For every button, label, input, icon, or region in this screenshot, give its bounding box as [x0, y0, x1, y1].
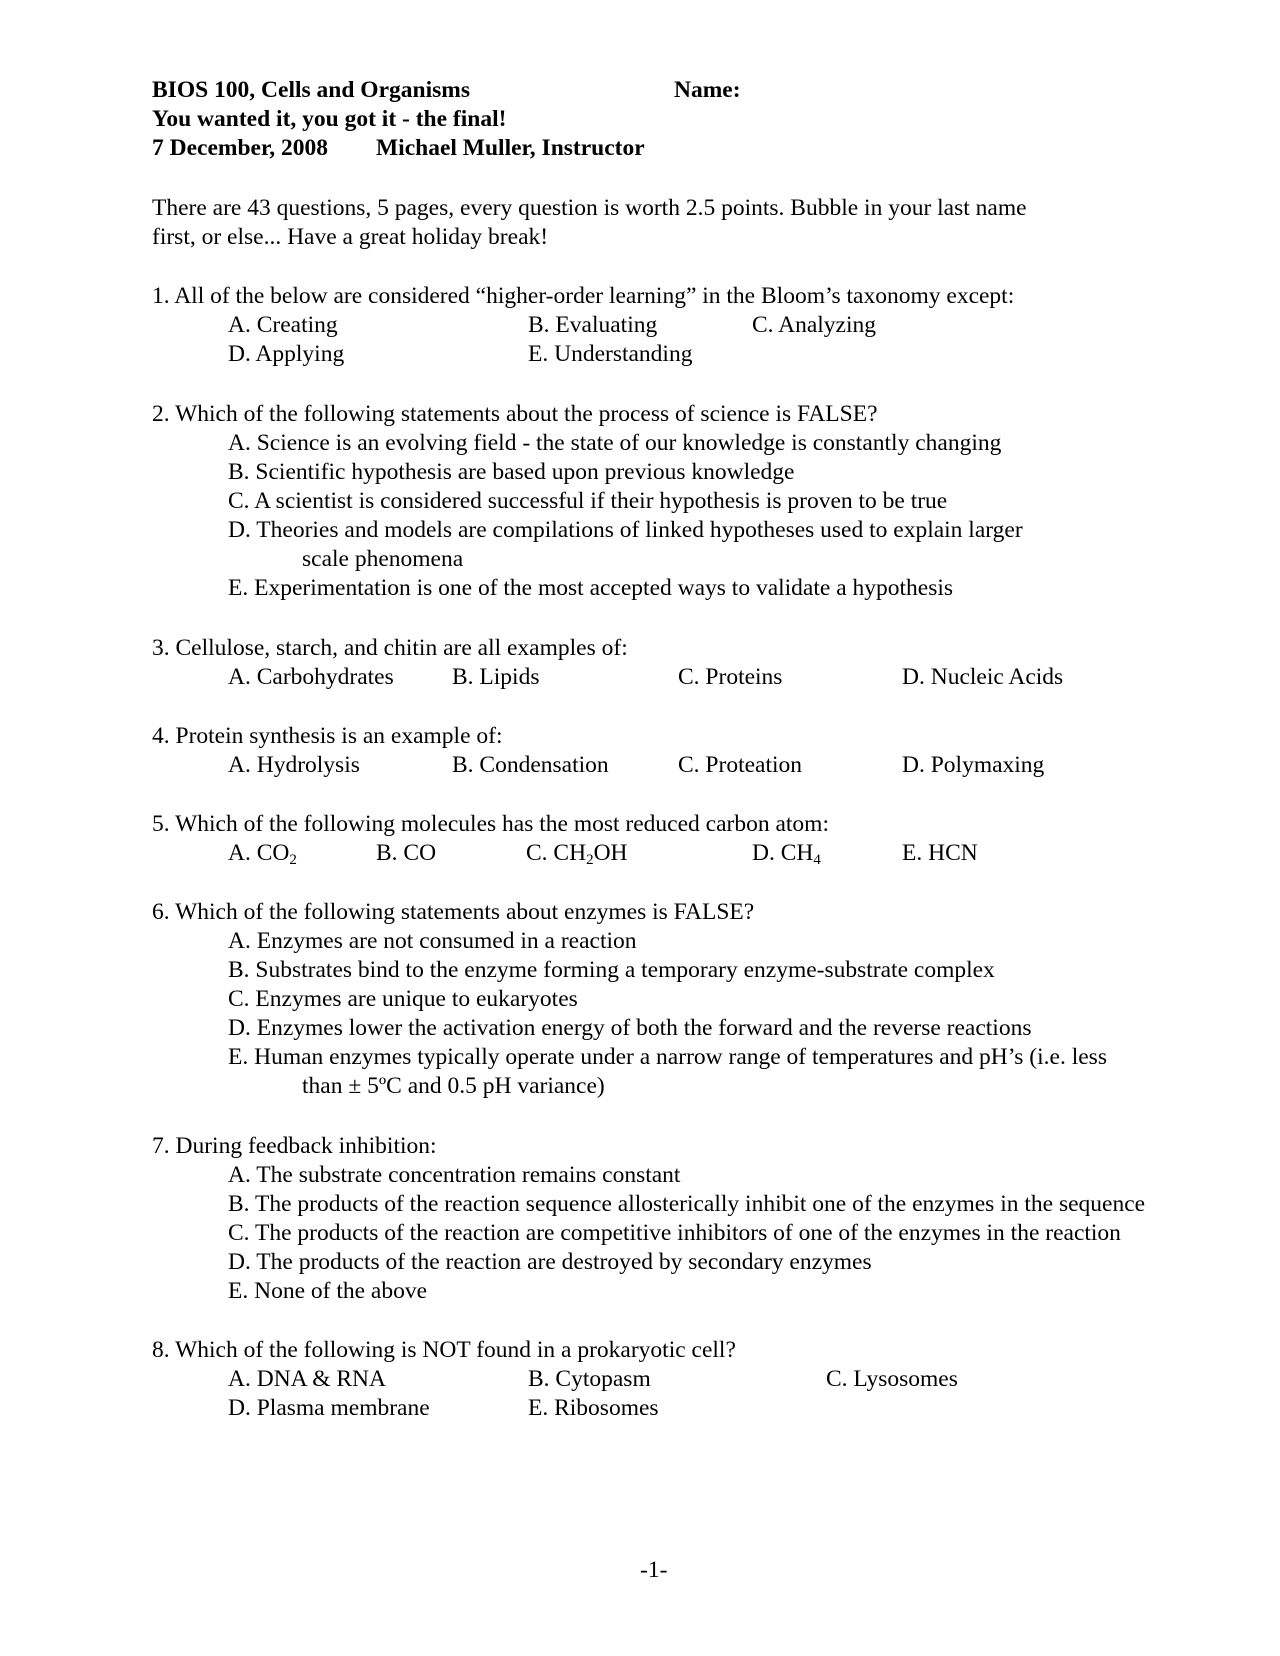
question-7-option-e: E. None of the above — [228, 1278, 428, 1304]
question-6-option-e-continued: than ± 5ºC and 0.5 pH variance) — [302, 1073, 605, 1099]
question-3-option-c: C. Proteins — [678, 664, 783, 690]
question-1-option-d: D. Applying — [228, 341, 345, 367]
question-6-option-e: E. Human enzymes typically operate under a narrow range of temperatures and pH’s (i.e. less — [228, 1044, 1107, 1070]
question-3-option-d: D. Nucleic Acids — [902, 664, 1064, 690]
question-8-option-e: E. Ribosomes — [528, 1395, 659, 1421]
question-5-option-d: D. $CH_4$ — [752, 840, 821, 868]
question-2-option-e: E. Experimentation is one of the most accepted ways to validate a hypothesis — [228, 575, 954, 601]
page-number: -1- — [640, 1557, 668, 1583]
course-title: BIOS 100, Cells and Organisms — [152, 77, 470, 103]
question-3-stem: 3. Cellulose, starch, and chitin are all examples of: — [152, 635, 628, 661]
question-5-option-b: B. CO — [376, 840, 437, 866]
question-7-option-d: D. The products of the reaction are destroyed by secondary enzymes — [228, 1249, 872, 1275]
question-8-option-c: C. Lysosomes — [826, 1366, 958, 1392]
question-4-option-c: C. Proteation — [678, 752, 803, 778]
intro-line-1: There are 43 questions, 5 pages, every question is worth 2.5 points. Bubble in your last name — [152, 195, 1027, 221]
question-4-stem: 4. Protein synthesis is an example of: — [152, 723, 503, 749]
question-4-option-a: A. Hydrolysis — [228, 752, 360, 778]
question-5-option-a: A. $CO_2$ — [228, 840, 297, 868]
question-6-option-d: D. Enzymes lower the activation energy of both the forward and the reverse reactions — [228, 1015, 1032, 1041]
question-6-stem: 6. Which of the following statements about enzymes is FALSE? — [152, 899, 755, 925]
instructor-name: Michael Muller, Instructor — [376, 135, 645, 161]
question-7-option-c: C. The products of the reaction are competitive inhibitors of one of the enzymes in the reaction — [228, 1220, 1121, 1246]
question-1-stem: 1. All of the below are considered “higher-order learning” in the Bloom’s taxonomy except: — [152, 283, 1015, 309]
question-1-option-c: C. Analyzing — [752, 312, 877, 338]
question-6-option-b: B. Substrates bind to the enzyme forming a temporary enzyme-substrate complex — [228, 957, 995, 983]
question-2-option-b: B. Scientific hypothesis are based upon previous knowledge — [228, 459, 795, 485]
question-7-option-a: A. The substrate concentration remains constant — [228, 1162, 681, 1188]
name-label: Name: — [674, 77, 741, 103]
question-1-option-e: E. Understanding — [528, 341, 693, 367]
question-2-stem: 2. Which of the following statements about the process of science is FALSE? — [152, 401, 878, 427]
question-4-option-b: B. Condensation — [452, 752, 609, 778]
question-5-option-e: E. HCN — [902, 840, 978, 866]
question-5-stem: 5. Which of the following molecules has the most reduced carbon atom: — [152, 811, 829, 837]
question-1-option-b: B. Evaluating — [528, 312, 658, 338]
question-3-option-a: A. Carbohydrates — [228, 664, 394, 690]
exam-date: 7 December, 2008 — [152, 135, 328, 161]
question-6-option-c: C. Enzymes are unique to eukaryotes — [228, 986, 578, 1012]
question-2-option-c: C. A scientist is considered successful if their hypothesis is proven to be true — [228, 488, 948, 514]
question-2-option-d: D. Theories and models are compilations of linked hypotheses used to explain larger — [228, 517, 1023, 543]
question-4-option-d: D. Polymaxing — [902, 752, 1045, 778]
intro-line-2: first, or else... Have a great holiday break! — [152, 224, 549, 250]
question-8-stem: 8. Which of the following is NOT found in a prokaryotic cell? — [152, 1337, 736, 1363]
question-3-option-b: B. Lipids — [452, 664, 540, 690]
question-1-option-a: A. Creating — [228, 312, 338, 338]
exam-subtitle: You wanted it, you got it - the final! — [152, 106, 507, 132]
question-8-option-d: D. Plasma membrane — [228, 1395, 430, 1421]
question-6-option-a: A. Enzymes are not consumed in a reaction — [228, 928, 637, 954]
question-5-option-c: C. $CH_2OH$ — [526, 840, 628, 868]
question-2-option-d-continued: scale phenomena — [302, 546, 464, 572]
question-8-option-a: A. DNA & RNA — [228, 1366, 386, 1392]
question-7-option-b: B. The products of the reaction sequence allosterically inhibit one of the enzymes in the sequence — [228, 1191, 1146, 1217]
question-8-option-b: B. Cytopasm — [528, 1366, 651, 1392]
question-2-option-a: A. Science is an evolving field - the state of our knowledge is constantly changing — [228, 430, 1002, 456]
question-7-stem: 7. During feedback inhibition: — [152, 1133, 437, 1159]
